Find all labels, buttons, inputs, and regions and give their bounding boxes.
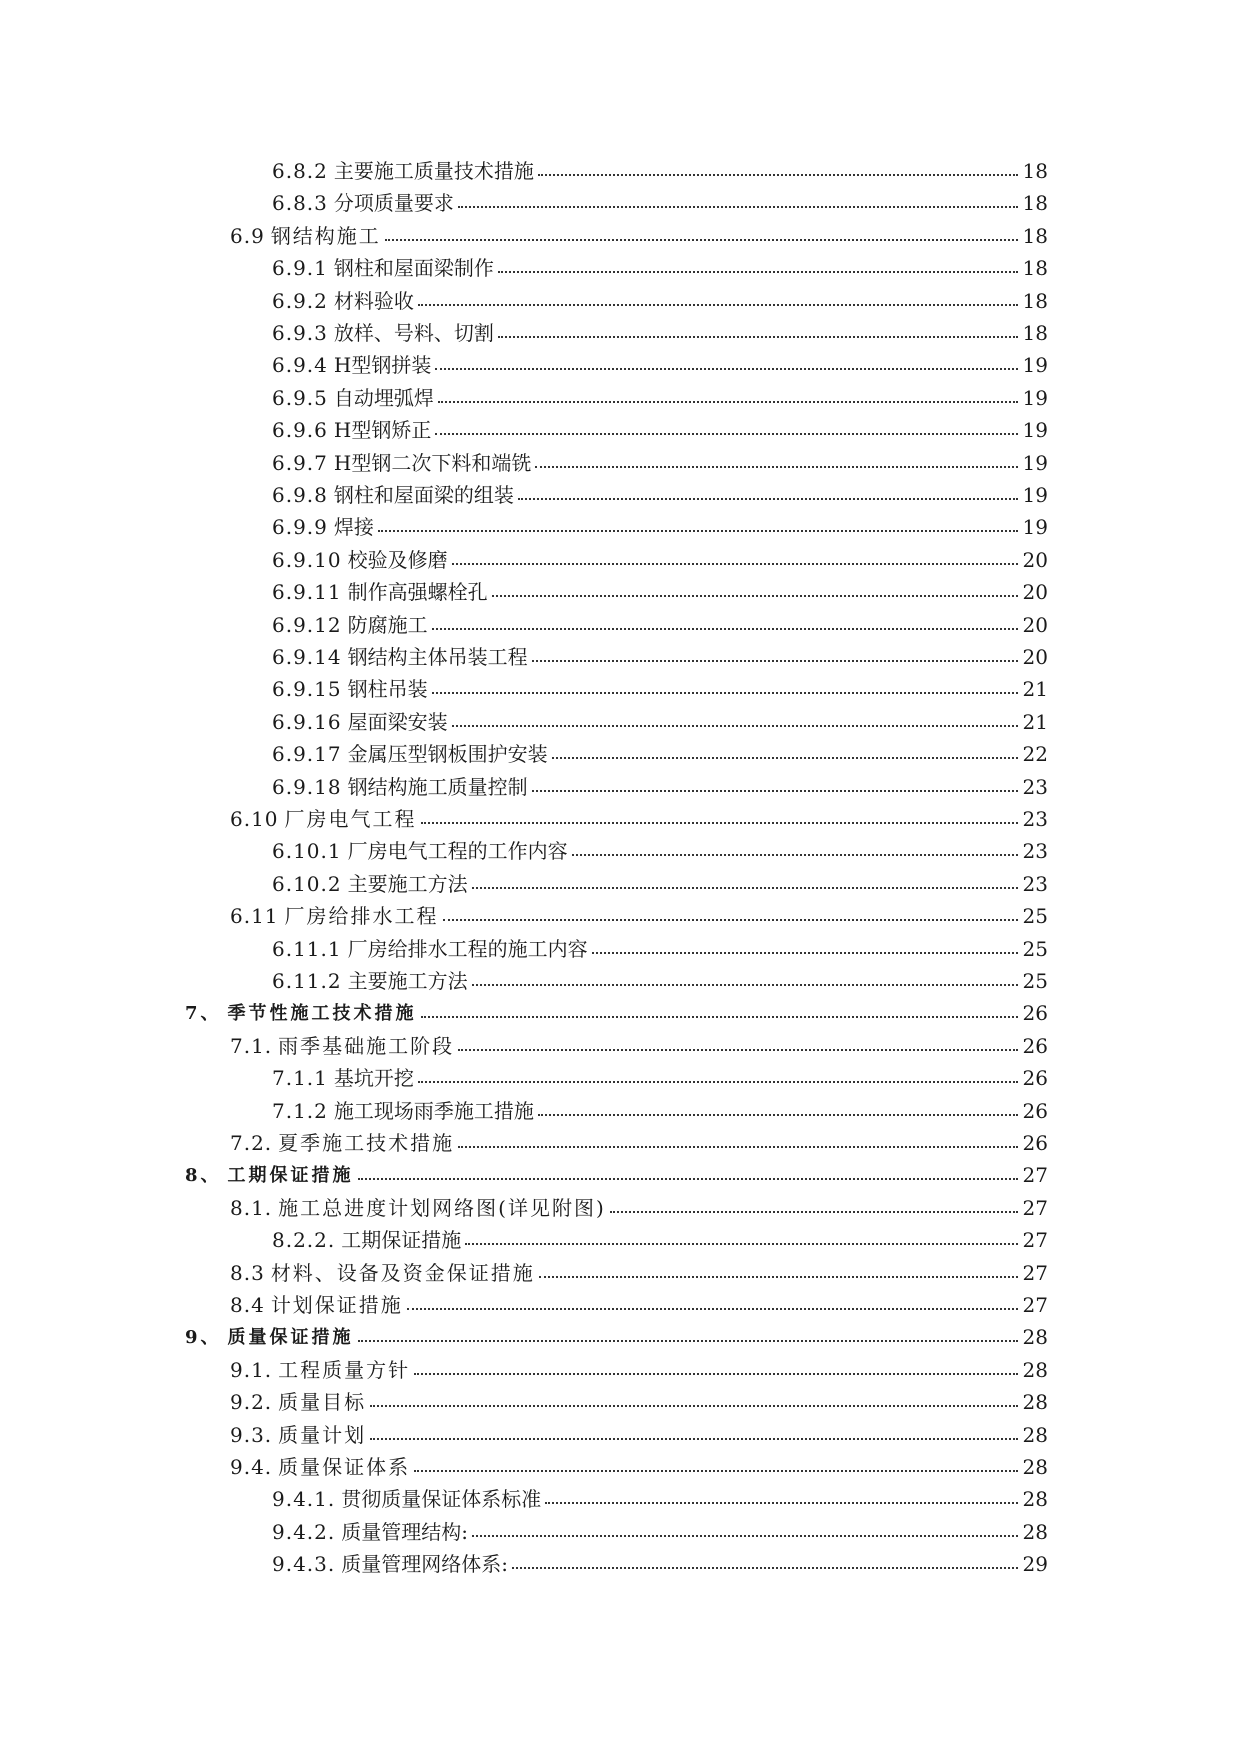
dot-leader — [452, 562, 1018, 565]
toc-entry[interactable] — [230, 1125, 1048, 1153]
toc-entry-number: 6.10 — [230, 807, 279, 831]
toc-entry-title: 金属压型钢板围护安装 — [347, 742, 548, 766]
toc-entry-page-number: 19 — [1022, 515, 1048, 539]
toc-entry-number: 6.8.3 — [272, 191, 328, 215]
toc-entry-title: 焊接 — [333, 515, 374, 539]
toc-entry[interactable] — [230, 801, 1048, 829]
toc-entry-number: 7.2. — [230, 1131, 273, 1155]
toc-entry[interactable] — [272, 153, 1048, 181]
toc-entry[interactable] — [272, 639, 1048, 667]
toc-entry-page-number: 23 — [1022, 839, 1048, 863]
toc-entry-number: 6.9.3 — [272, 321, 328, 345]
toc-entry[interactable] — [272, 542, 1048, 570]
toc-entry[interactable] — [272, 1514, 1048, 1542]
toc-entry-number: 9.2. — [230, 1390, 273, 1414]
toc-entry-number: 6.9.10 — [272, 548, 342, 572]
toc-entry-number: 6.9.6 — [272, 418, 328, 442]
toc-entry-title: 钢结构主体吊装工程 — [347, 645, 528, 669]
toc-entry-page-number: 21 — [1022, 710, 1048, 734]
toc-entry-page-number: 28 — [1022, 1487, 1048, 1511]
toc-entry-title: 质量保证体系 — [278, 1455, 411, 1479]
toc-entry-number: 7.1.2 — [272, 1099, 328, 1123]
toc-entry-title: H型钢二次下料和端铣 — [333, 451, 532, 475]
toc-entry-title: 质量管理结构: — [341, 1520, 468, 1544]
toc-entry[interactable] — [230, 1417, 1048, 1445]
toc-entry-title: 分项质量要求 — [333, 191, 454, 215]
toc-entry-page-number: 23 — [1022, 775, 1048, 799]
dot-leader — [435, 367, 1018, 370]
toc-entry-number: 6.9.18 — [272, 775, 342, 799]
toc-entry-title: 施工总进度计划网络图(详见附图) — [278, 1196, 606, 1220]
toc-entry-title: 厂房电气工程的工作内容 — [347, 839, 568, 863]
toc-entry-page-number: 25 — [1022, 937, 1048, 961]
dot-leader — [592, 951, 1018, 954]
toc-entry-page-number: 28 — [1022, 1325, 1048, 1349]
dot-leader — [385, 238, 1018, 241]
toc-entry-number: 6.9.1 — [272, 256, 328, 280]
toc-entry-page-number: 20 — [1022, 580, 1048, 604]
dot-leader — [610, 1210, 1018, 1213]
dot-leader — [512, 1566, 1018, 1569]
toc-entry-number: 9.1. — [230, 1358, 273, 1382]
dot-leader — [492, 594, 1018, 597]
dot-leader — [432, 627, 1018, 630]
toc-entry-page-number: 19 — [1022, 386, 1048, 410]
toc-entry-page-number: 18 — [1022, 191, 1048, 215]
toc-entry-page-number: 26 — [1022, 1131, 1048, 1155]
toc-entry[interactable] — [272, 347, 1048, 375]
dot-leader — [465, 1242, 1018, 1245]
toc-entry-page-number: 27 — [1022, 1261, 1048, 1285]
toc-entry-page-number: 27 — [1022, 1163, 1048, 1187]
toc-entry[interactable] — [272, 1060, 1048, 1088]
toc-entry-number: 9.4.2. — [272, 1520, 336, 1544]
dot-leader — [370, 1404, 1018, 1407]
dot-leader — [418, 303, 1018, 306]
toc-entry-number: 8、 — [185, 1165, 222, 1186]
toc-entry-number: 6.9.12 — [272, 613, 342, 637]
toc-entry-number: 6.9.7 — [272, 451, 328, 475]
toc-entry-title: 季节性施工技术措施 — [227, 1003, 417, 1024]
toc-entry-page-number: 22 — [1022, 742, 1048, 766]
toc-entry-title: 防腐施工 — [347, 613, 428, 637]
toc-entry-number: 6.9.5 — [272, 386, 328, 410]
toc-entry-title: 施工现场雨季施工措施 — [333, 1099, 534, 1123]
toc-entry-page-number: 18 — [1022, 289, 1048, 313]
toc-entry-number: 6.9.17 — [272, 742, 342, 766]
dot-leader — [535, 465, 1018, 468]
toc-entry[interactable] — [272, 1546, 1048, 1574]
dot-leader — [552, 756, 1018, 759]
toc-entry-page-number: 19 — [1022, 483, 1048, 507]
dot-leader — [538, 1113, 1018, 1116]
dot-leader — [421, 1015, 1018, 1018]
toc-entry[interactable] — [230, 1028, 1048, 1056]
toc-entry-page-number: 23 — [1022, 807, 1048, 831]
dot-leader — [418, 1080, 1018, 1083]
toc-entry-title: 屋面梁安装 — [347, 710, 448, 734]
toc-entry[interactable] — [230, 218, 1048, 246]
toc-entry-page-number: 18 — [1022, 224, 1048, 248]
dot-leader — [498, 335, 1018, 338]
toc-entry[interactable] — [272, 412, 1048, 440]
toc-entry-title: 厂房给排水工程 — [284, 904, 439, 928]
toc-entry-page-number: 20 — [1022, 645, 1048, 669]
toc-entry[interactable] — [272, 704, 1048, 732]
toc-entry-title: 主要施工质量技术措施 — [333, 159, 534, 183]
toc-entry-title: 放样、号料、切割 — [333, 321, 494, 345]
dot-leader — [458, 205, 1018, 208]
toc-entry[interactable] — [230, 1449, 1048, 1477]
toc-entry-number: 6.8.2 — [272, 159, 328, 183]
toc-entry[interactable] — [272, 1222, 1048, 1250]
toc-entry-title: 钢柱吊装 — [347, 677, 428, 701]
toc-entry[interactable] — [230, 898, 1048, 926]
toc-entry-number: 6.9.15 — [272, 677, 342, 701]
toc-entry-number: 6.9.14 — [272, 645, 342, 669]
dot-leader — [458, 1048, 1018, 1051]
toc-entry[interactable] — [272, 185, 1048, 213]
dot-leader — [443, 918, 1018, 921]
toc-entry-number: 6.9 — [230, 224, 265, 248]
toc-entry[interactable] — [272, 931, 1048, 959]
toc-entry-number: 8.2.2. — [272, 1228, 336, 1252]
toc-entry-page-number: 20 — [1022, 613, 1048, 637]
toc-entry-number: 6.11.1 — [272, 937, 342, 961]
toc-entry-title: 工期保证措施 — [341, 1228, 462, 1252]
toc-entry-number: 6.11 — [230, 904, 279, 928]
dot-leader — [472, 1534, 1018, 1537]
toc-entry-page-number: 26 — [1022, 1066, 1048, 1090]
toc-entry-page-number: 19 — [1022, 451, 1048, 475]
toc-entry-page-number: 28 — [1022, 1520, 1048, 1544]
toc-entry-page-number: 26 — [1022, 1034, 1048, 1058]
toc-entry-number: 6.10.2 — [272, 872, 342, 896]
toc-entry-page-number: 28 — [1022, 1423, 1048, 1447]
toc-entry-number: 9.3. — [230, 1423, 273, 1447]
toc-entry-number: 7.1.1 — [272, 1066, 328, 1090]
toc-entry[interactable] — [272, 574, 1048, 602]
toc-entry-page-number: 23 — [1022, 872, 1048, 896]
toc-entry-title: 基坑开挖 — [333, 1066, 414, 1090]
toc-entry-title: 钢结构施工质量控制 — [347, 775, 528, 799]
toc-entry[interactable] — [230, 1190, 1048, 1218]
dot-leader — [498, 270, 1018, 273]
toc-entry[interactable] — [272, 769, 1048, 797]
toc-entry-number: 8.1. — [230, 1196, 273, 1220]
toc-entry[interactable] — [230, 1352, 1048, 1380]
toc-entry-page-number: 27 — [1022, 1196, 1048, 1220]
toc-entry-title: 计划保证措施 — [270, 1293, 403, 1317]
toc-entry-page-number: 21 — [1022, 677, 1048, 701]
toc-entry-page-number: 28 — [1022, 1358, 1048, 1382]
dot-leader — [414, 1372, 1018, 1375]
toc-entry-number: 8.3 — [230, 1261, 265, 1285]
toc-entry-number: 9.4.3. — [272, 1552, 336, 1576]
toc-entry-title: 材料验收 — [333, 289, 414, 313]
toc-entry[interactable] — [272, 1481, 1048, 1509]
toc-entry-page-number: 18 — [1022, 256, 1048, 280]
dot-leader — [532, 659, 1018, 662]
toc-entry-title: 钢结构施工 — [270, 224, 381, 248]
toc-entry[interactable] — [272, 509, 1048, 537]
dot-leader — [407, 1307, 1018, 1310]
toc-entry[interactable] — [272, 250, 1048, 278]
toc-entry[interactable] — [272, 736, 1048, 764]
toc-entry-title: 工程质量方针 — [278, 1358, 411, 1382]
toc-entry-title: 制作高强螺栓孔 — [347, 580, 488, 604]
toc-entry-number: 6.9.2 — [272, 289, 328, 313]
toc-entry-title: 质量保证措施 — [227, 1327, 354, 1348]
toc-entry[interactable] — [272, 445, 1048, 473]
toc-entry[interactable] — [272, 1093, 1048, 1121]
dot-leader — [432, 691, 1018, 694]
dot-leader — [378, 529, 1018, 532]
toc-entry[interactable] — [272, 477, 1048, 505]
toc-entry-page-number: 27 — [1022, 1228, 1048, 1252]
toc-entry-title: 贯彻质量保证体系标准 — [341, 1487, 542, 1511]
toc-entry-page-number: 26 — [1022, 1001, 1048, 1025]
toc-entry-page-number: 18 — [1022, 321, 1048, 345]
dot-leader — [538, 173, 1018, 176]
toc-entry[interactable] — [185, 1319, 1048, 1347]
toc-entry-title: H型钢拼装 — [333, 353, 432, 377]
toc-entry-number: 6.9.11 — [272, 580, 342, 604]
dot-leader — [370, 1437, 1018, 1440]
toc-entry-title: 钢柱和屋面梁制作 — [333, 256, 494, 280]
toc-entry-title: 钢柱和屋面梁的组装 — [333, 483, 514, 507]
toc-entry-number: 7、 — [185, 1003, 222, 1024]
dot-leader — [421, 821, 1018, 824]
toc-entry-page-number: 29 — [1022, 1552, 1048, 1576]
toc-entry-title: 自动埋弧焊 — [333, 386, 434, 410]
toc-entry[interactable] — [272, 380, 1048, 408]
toc-entry-title: H型钢矫正 — [333, 418, 432, 442]
toc-entry-title: 材料、设备及资金保证措施 — [270, 1261, 535, 1285]
dot-leader — [472, 983, 1018, 986]
toc-entry[interactable] — [272, 833, 1048, 861]
toc-entry-title: 夏季施工技术措施 — [278, 1131, 455, 1155]
toc-entry-number: 6.9.9 — [272, 515, 328, 539]
toc-entry-number: 8.4 — [230, 1293, 265, 1317]
toc-entry[interactable] — [272, 963, 1048, 991]
toc-entry-number: 9.4. — [230, 1455, 273, 1479]
toc-entry-page-number: 27 — [1022, 1293, 1048, 1317]
toc-entry-title: 工期保证措施 — [227, 1165, 354, 1186]
toc-entry-number: 6.9.8 — [272, 483, 328, 507]
toc-entry-page-number: 18 — [1022, 159, 1048, 183]
toc-entry-number: 9、 — [185, 1327, 222, 1348]
toc-entry-number: 6.9.4 — [272, 353, 328, 377]
toc-entry-title: 主要施工方法 — [347, 969, 468, 993]
toc-entry[interactable] — [272, 315, 1048, 343]
dot-leader — [358, 1339, 1018, 1342]
toc-entry-page-number: 25 — [1022, 969, 1048, 993]
dot-leader — [435, 432, 1018, 435]
toc-entry-page-number: 28 — [1022, 1455, 1048, 1479]
toc-entry-page-number: 25 — [1022, 904, 1048, 928]
dot-leader — [532, 789, 1018, 792]
toc-entry-page-number: 20 — [1022, 548, 1048, 572]
toc-entry-title: 主要施工方法 — [347, 872, 468, 896]
dot-leader — [472, 886, 1018, 889]
toc-entry-title: 质量目标 — [278, 1390, 367, 1414]
toc-entry-number: 6.11.2 — [272, 969, 342, 993]
toc-entry-title: 校验及修磨 — [347, 548, 448, 572]
toc-entry[interactable] — [272, 866, 1048, 894]
toc-entry-page-number: 28 — [1022, 1390, 1048, 1414]
toc-entry[interactable] — [230, 1384, 1048, 1412]
dot-leader — [572, 853, 1018, 856]
toc-entry[interactable] — [185, 1157, 1048, 1185]
toc-entry[interactable] — [230, 1255, 1048, 1283]
dot-leader — [539, 1275, 1018, 1278]
toc-entry-number: 9.4.1. — [272, 1487, 336, 1511]
toc-entry-number: 7.1. — [230, 1034, 273, 1058]
dot-leader — [518, 497, 1018, 500]
toc-entry[interactable] — [272, 283, 1048, 311]
toc-entry-title: 质量计划 — [278, 1423, 367, 1447]
toc-entry-number: 6.9.16 — [272, 710, 342, 734]
toc-entry[interactable] — [230, 1287, 1048, 1315]
dot-leader — [452, 724, 1018, 727]
dot-leader — [358, 1177, 1018, 1180]
toc-entry-title: 厂房电气工程 — [284, 807, 417, 831]
toc-entry-page-number: 26 — [1022, 1099, 1048, 1123]
toc-entry-page-number: 19 — [1022, 353, 1048, 377]
toc-entry[interactable] — [272, 671, 1048, 699]
dot-leader — [438, 400, 1018, 403]
dot-leader — [545, 1501, 1018, 1504]
toc-entry-page-number: 19 — [1022, 418, 1048, 442]
toc-entry-number: 6.10.1 — [272, 839, 342, 863]
dot-leader — [414, 1469, 1018, 1472]
toc-entry-title: 雨季基础施工阶段 — [278, 1034, 455, 1058]
toc-entry-title: 质量管理网络体系: — [341, 1552, 508, 1576]
toc-entry-title: 厂房给排水工程的施工内容 — [347, 937, 588, 961]
toc-entry[interactable] — [272, 607, 1048, 635]
toc-entry[interactable] — [185, 995, 1048, 1023]
dot-leader — [458, 1145, 1018, 1148]
